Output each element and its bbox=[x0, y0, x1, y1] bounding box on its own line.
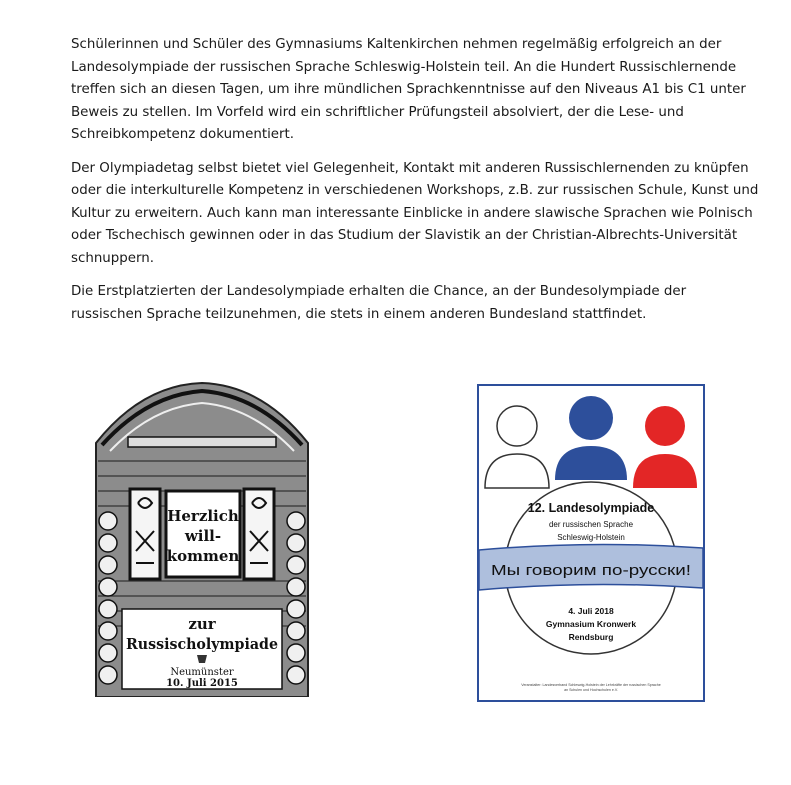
poster-venue: Gymnasium Kronwerk bbox=[545, 619, 637, 629]
paragraph-3: Die Erstplatzierten der Landesolympiade erhalten die Chance, an der Bundesolympiade der russischen Sprache teilzunehmen, die stets in einem anderen Bundesland stattfindet. bbox=[71, 284, 687, 322]
poster-subtitle-2: Schleswig-Holstein bbox=[557, 533, 625, 542]
poster-city: Rendsburg bbox=[568, 632, 614, 642]
zur-label: zur bbox=[188, 615, 216, 633]
welcome-line-2: will- bbox=[184, 527, 222, 545]
poster-footer-1: Veranstalter: Landesverband Schleswig-Holstein der Lehrkräfte der russischen Sprache bbox=[521, 683, 661, 687]
event-city: Neumünster bbox=[170, 667, 234, 678]
paragraph-1: Schülerinnen und Schüler des Gymnasiums Kaltenkirchen nehmen regelmäßig erfolgreich an der Landesolympiade der russischen Sprache Schleswig-Holstein teil. An die Hundert Russischlernende treffen sich an diesen Tagen, um ihre mündlichen Sprachkenntnisse auf den Niveaus A1 bis C1 unter Beweis zu stellen. Im Vorfeld wird ein schriftlicher Prüfungsteil absolviert, der die Lese- und Schreibkompetenz dokumentiert. bbox=[71, 37, 746, 142]
article-text bbox=[71, 34, 761, 337]
poster-title: 12. Landesolympiade bbox=[527, 501, 655, 515]
paragraph-2: Der Olympiadetag selbst bietet viel Gelegenheit, Kontakt mit anderen Russischlernenden zu knüpfen oder die interkulturelle Kompetenz in verschiedenen Workshops, z.B. zur russischen Schule, Kunst und Kultur zu erweitern. Auch kann man interessante Einblicke in andere slawische Sprachen wie Polnisch oder Tschechisch gewinnen oder in das Studium der Slavistik an der Christian-Albrechts-Universität schnuppern. bbox=[71, 160, 759, 266]
poster-russischolympiade-2015 bbox=[92, 381, 312, 697]
event-date: 10. Juli 2015 bbox=[166, 678, 238, 689]
poster-slogan: Мы говорим по-русски! bbox=[491, 563, 691, 579]
welcome-line-1: Herzlich bbox=[167, 507, 239, 525]
poster-landesolympiade-2018 bbox=[477, 384, 705, 702]
poster-date: 4. Juli 2018 bbox=[568, 606, 614, 616]
poster-subtitle-1: der russischen Sprache bbox=[548, 520, 634, 529]
poster-footer-2: an Schulen und Hochschulen e.V. bbox=[564, 688, 618, 692]
welcome-line-3: kommen bbox=[166, 547, 240, 565]
event-name: Russischolympiade bbox=[126, 635, 278, 653]
